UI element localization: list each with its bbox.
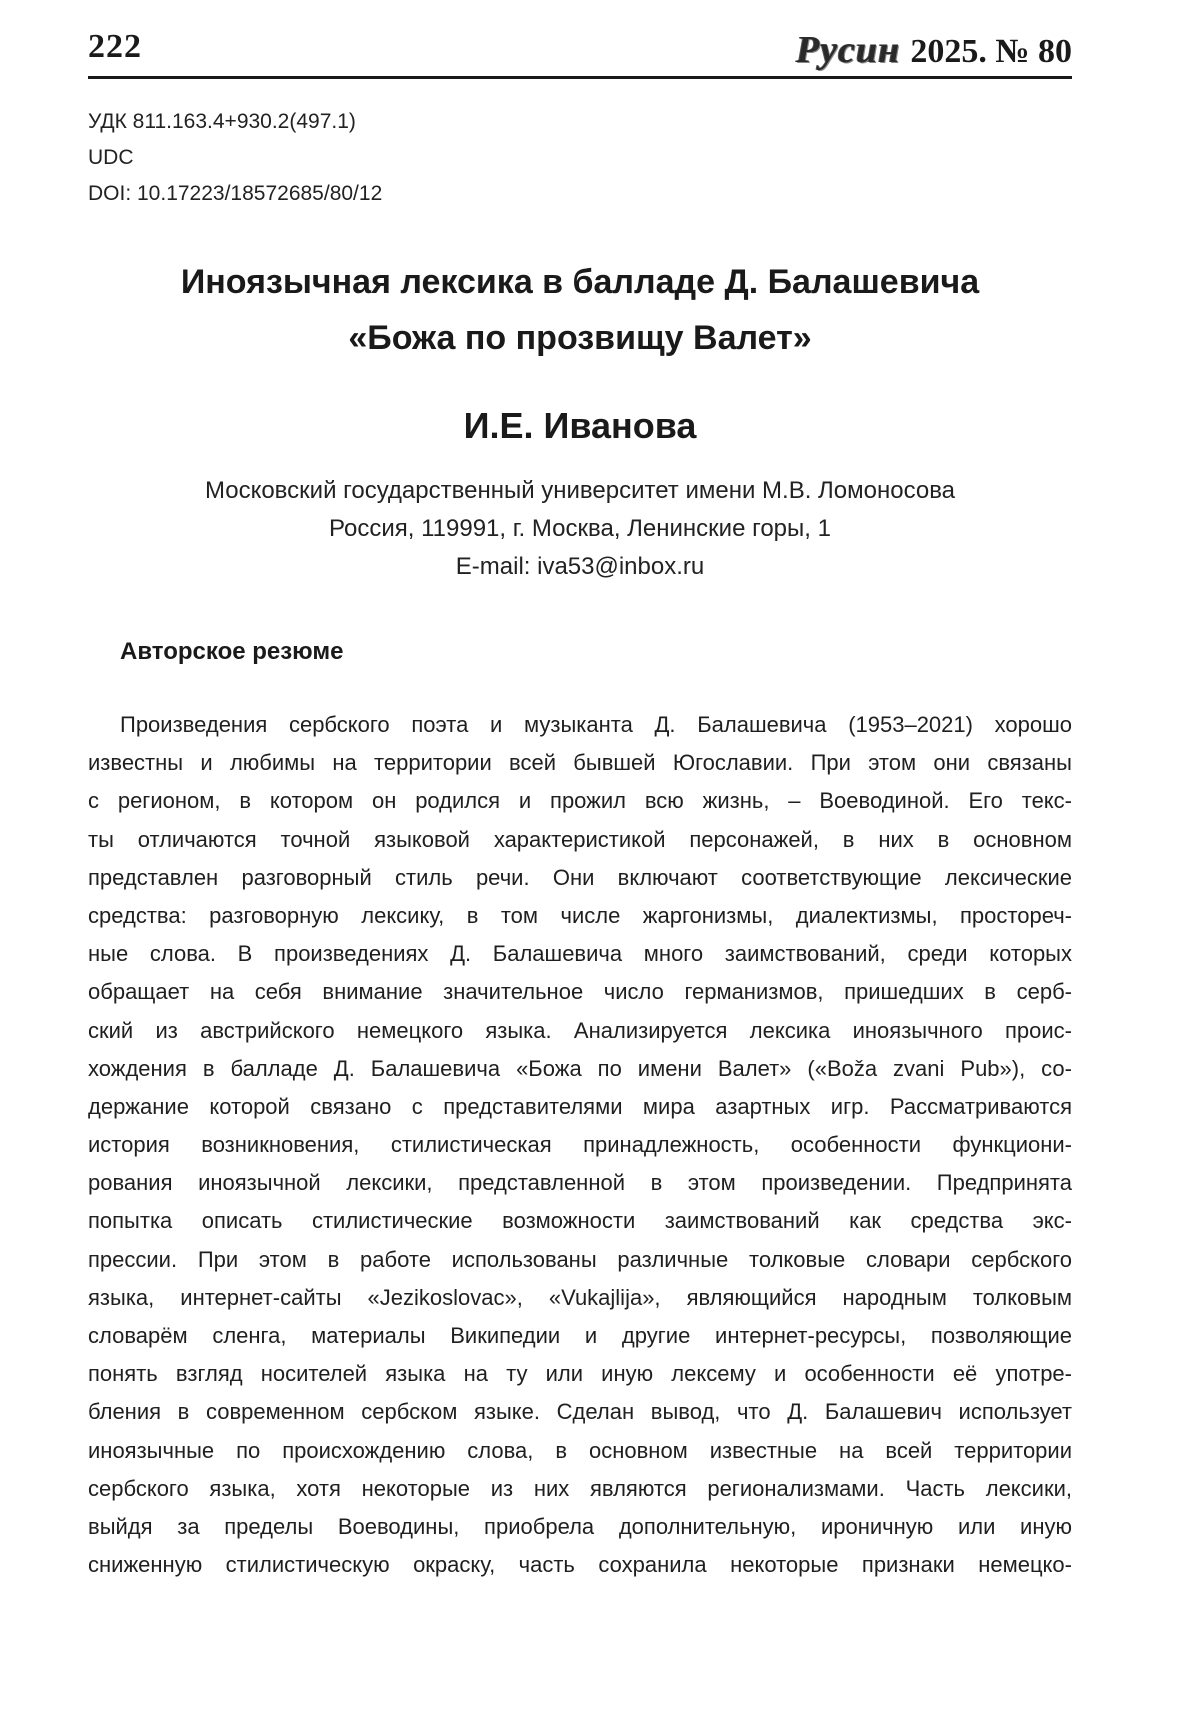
abstract-line: Произведения сербского поэта и музыканта Д. Балашевича (1953–2021) хорошо [120,712,1072,737]
doi: DOI: 10.17223/18572685/80/12 [88,182,383,205]
abstract-line: с регионом, в котором он родился и прожил всю жизнь, – Воеводиной. Его текс- [88,788,1072,814]
journal-logo: Русин [796,29,901,71]
abstract-line: иноязычные по происхождению слова, в основном известные на всей территории [88,1437,1072,1463]
abstract-line: известны и любимы на территории всей бывшей Югославии. При этом они связаны [88,750,1072,776]
abstract-line: ский из австрийского немецкого языка. Анализируется лексика иноязычного проис- [88,1017,1072,1043]
abstract-line: понять взгляд носителей языка на ту или иную лексему и особенности её употре- [88,1361,1072,1387]
udc-ru: УДК 811.163.4+930.2(497.1) [88,110,356,133]
running-header [88,26,1072,79]
abstract-line: обращает на себя внимание значительное число германизмов, пришедших в серб- [88,979,1072,1005]
affiliation-name: Московский государственный университет имени М.В. Ломоносова [204,477,956,504]
abstract-line: словарём сленга, материалы Википедии и другие интернет-ресурсы, позволяющие [88,1323,1072,1348]
abstract-line: языка, интернет-сайты «Jezikoslovac», «Vukajlija», являющийся народным толковым [88,1284,1072,1310]
abstract-line: попытка описать стилистические возможности заимствований как средства экс- [88,1208,1072,1234]
author-affiliation [88,472,1072,586]
abstract-line: хождения в балладе Д. Балашевича «Божа по имени Валет» («Boža zvani Pub»), со- [88,1055,1072,1081]
abstract-line: история возникновения, стилистическая принадлежность, особенности функциони- [88,1132,1072,1158]
abstract-line: рования иноязычной лексики, представленной в этом произведении. Предпринята [88,1170,1072,1196]
udc-en: UDC [88,146,134,169]
abstract-line: сниженную стилистическую окраску, часть сохранила некоторые признаки немецко- [88,1552,1072,1578]
abstract-line: ты отличаются точной языковой характеристикой персонажей, в них в основном [88,826,1072,852]
abstract-line: держание которой связано с представителями мира азартных игр. Рассматриваются [88,1093,1072,1119]
abstract-line: бления в современном сербском языке. Сделан вывод, что Д. Балашевич использует [88,1399,1072,1425]
abstract-line: представлен разговорный стиль речи. Они включают соответствующие лексические [88,864,1072,890]
journal-issue: 2025. № 80 [910,33,1072,70]
abstract-line: выйдя за пределы Воеводины, приобрела дополнительную, ироничную или иную [88,1513,1072,1539]
abstract-line: средства: разговорную лексику, в том числе жаргонизмы, диалектизмы, простореч- [88,902,1072,928]
author-name: И.Е. Иванова [463,405,697,446]
title-line-2: «Божа по прозвищу Валет» [348,319,812,357]
abstract-body [88,706,1072,1584]
abstract-heading: Авторское резюме [120,638,344,665]
abstract-line: прессии. При этом в работе использованы различные толковые словари сербского [88,1246,1072,1272]
abstract-line: сербского языка, хотя некоторые из них являются регионализмами. Часть лексики, [88,1475,1072,1501]
abstract-line: ные слова. В произведениях Д. Балашевича много заимствований, среди которых [88,941,1072,967]
affiliation-address: Россия, 119991, г. Москва, Ленинские горы, 1 [329,515,831,542]
title-line-1: Иноязычная лексика в балладе Д. Балашевича [180,263,980,301]
page-number: 222 [88,28,142,65]
article-metadata [88,104,382,212]
article-title [88,254,1072,366]
journal-title [796,28,1072,72]
author-email: E-mail: iva53@inbox.ru [455,553,705,580]
